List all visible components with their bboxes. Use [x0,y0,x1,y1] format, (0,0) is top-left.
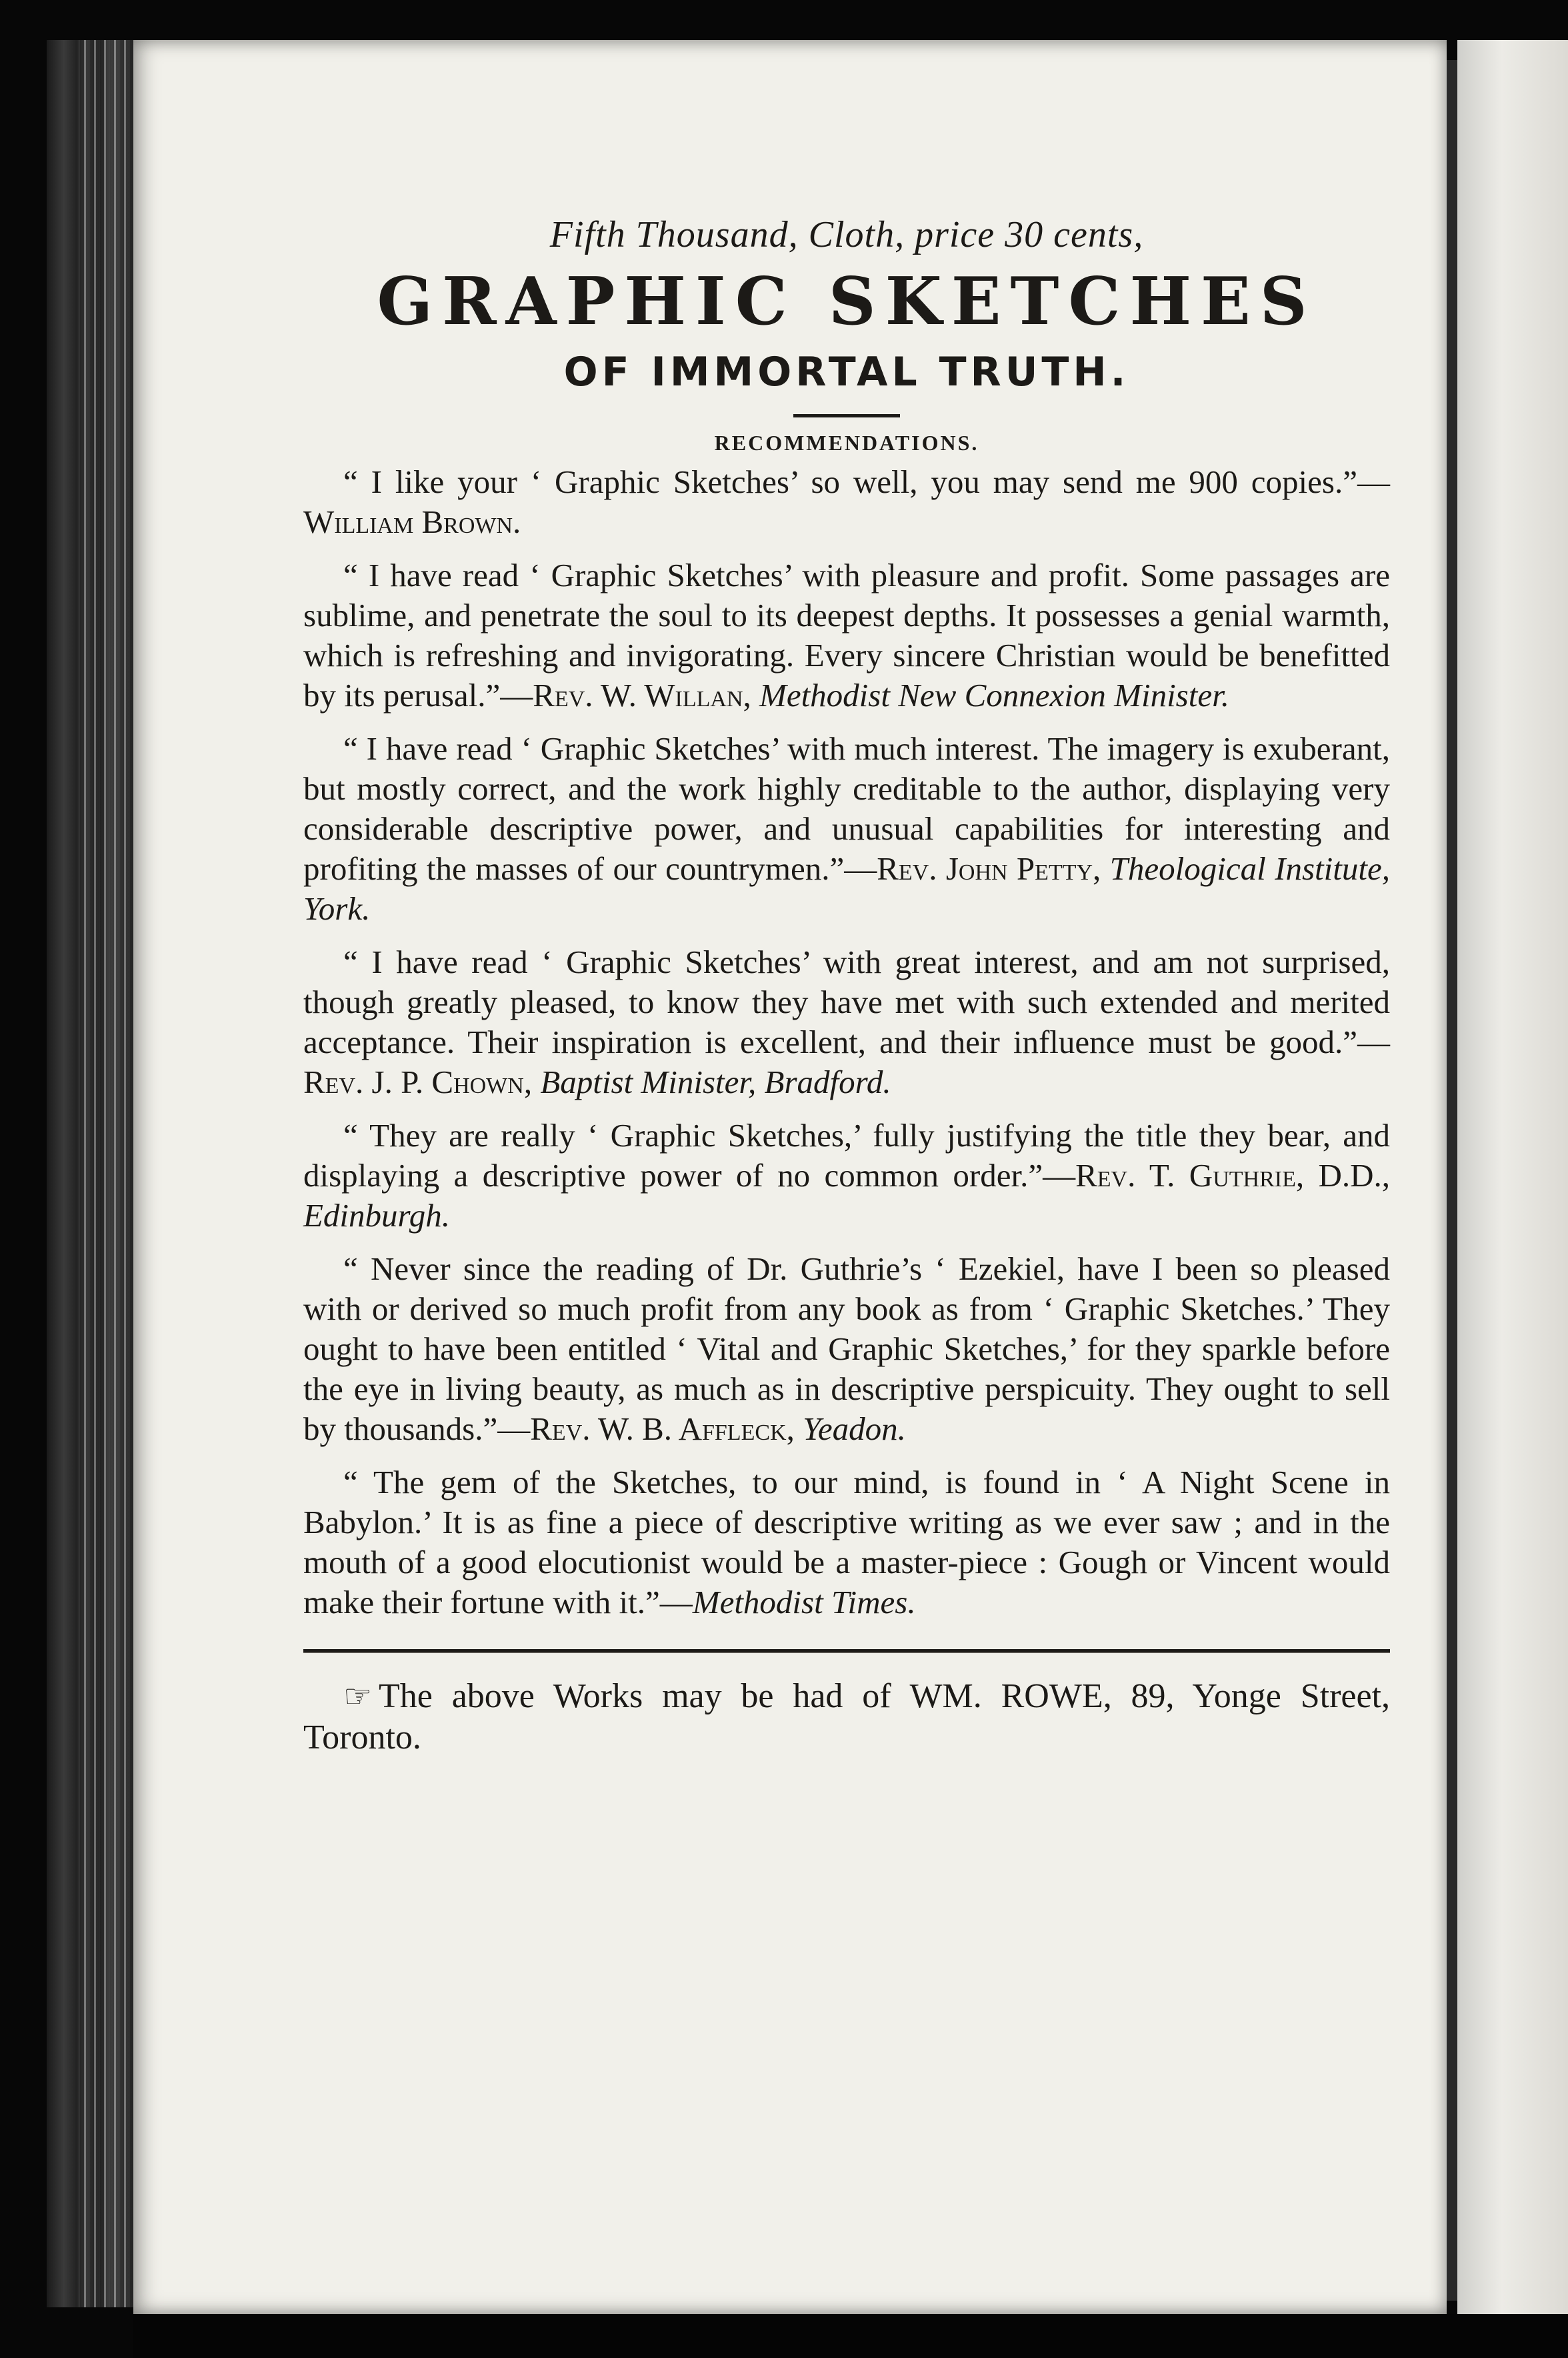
bottom-border [133,2314,1568,2358]
sales-notice-text: The above Works may be had of WM. ROWE, 89, Yonge Street, Toronto. [303,1676,1390,1756]
quote-affiliation: Yeadon. [794,1410,906,1447]
quote-affiliation: Edinburgh. [303,1196,451,1234]
quote-petty [303,729,1390,929]
footer-divider [303,1649,1390,1653]
quote-list [303,462,1390,1622]
quote-attribution: Rev. W. Willan, [533,676,751,714]
quote-text: “ Never since the reading of Dr. Guthrie’s ‘ Ezekiel, have I been so pleased with or derived so much profit from any book as from ‘ Graphic Sketches.’ They ought to have been entitled ‘ Vital and Graphic Sketches,’ for they sparkle before the eye in living beauty, as much as in descriptive perspicuity. They ought to sell by thousands.”— [303,1250,1390,1447]
quote-text: “ I have read ‘ Graphic Sketches’ with great interest, and am not surprised, though greatly pleased, to know they have met with such extended and merited acceptance. Their inspiration is excellent, and their influence must be good.”— [303,943,1390,1060]
book-subtitle: OF IMMORTAL TRUTH. [563,348,1130,395]
quote-affleck [303,1249,1390,1449]
adjacent-page [1457,40,1568,2314]
book-title: GRAPHIC SKETCHES [377,263,1317,340]
title-divider [793,414,900,417]
quote-affiliation: Methodist Times. [692,1583,916,1620]
quote-willan [303,555,1390,716]
page-gutter [1447,60,1457,2301]
quote-text: “ I have read ‘ Graphic Sketches’ with pleasure and profit. Some passages are sublime, and penetrate the soul to its deepest depths. It possesses a genial warmth, which is refreshing and invigorating. Every sincere Christian would be benefitted by its perusal.”— [303,556,1390,714]
quote-methodist-times [303,1462,1390,1622]
quote-affiliation: Baptist Minister, Bradford. [532,1063,891,1100]
quote-text: “ They are really ‘ Graphic Sketches,’ fully justifying the title they bear, and displaying a descriptive power of no common order.”— [303,1116,1390,1194]
recommendations-heading: RECOMMENDATIONS. [714,430,979,455]
sales-notice [303,1676,1390,1758]
quote-attribution: Rev. John Petty, [877,850,1101,887]
quote-attribution: Rev. W. B. Affleck, [530,1410,795,1447]
quote-chown [303,942,1390,1102]
quote-affiliation: Theological Institute, York. [303,850,1390,927]
pointing-hand-icon: ☞ [343,1677,373,1715]
quote-text: “ I have read ‘ Graphic Sketches’ with much interest. The imagery is exuberant, but mostly correct, and the work highly creditable to the author, displaying very considerable descriptive power, and unusual capabilities for interesting and profiting the masses of our countrymen.”— [303,730,1390,887]
page-edges [80,40,133,2307]
quote-attribution: William Brown. [303,503,521,540]
quote-william-brown [303,462,1390,542]
edition-line: Fifth Thousand, Cloth, price 30 cents, [549,214,1144,255]
quote-text: “ The gem of the Sketches, to our mind, is found in ‘ A Night Scene in Babylon.’ It is as fine a piece of descriptive writing as we ever saw ; and in the mouth of a good elocutionist would be a master-piece : Gough or Vincent would make their fortune with it.”— [303,1463,1390,1620]
quote-affiliation: Methodist New Connexion Minister. [751,676,1229,714]
quote-attribution: Rev. J. P. Chown, [303,1063,533,1100]
quote-text: “ I like your ‘ Graphic Sketches’ so well, you may send me 900 copies.”— [343,463,1390,500]
quote-guthrie [303,1116,1390,1236]
advertisement-content [303,213,1390,1758]
quote-attribution: Rev. T. Guthrie, D.D., [1075,1156,1391,1194]
